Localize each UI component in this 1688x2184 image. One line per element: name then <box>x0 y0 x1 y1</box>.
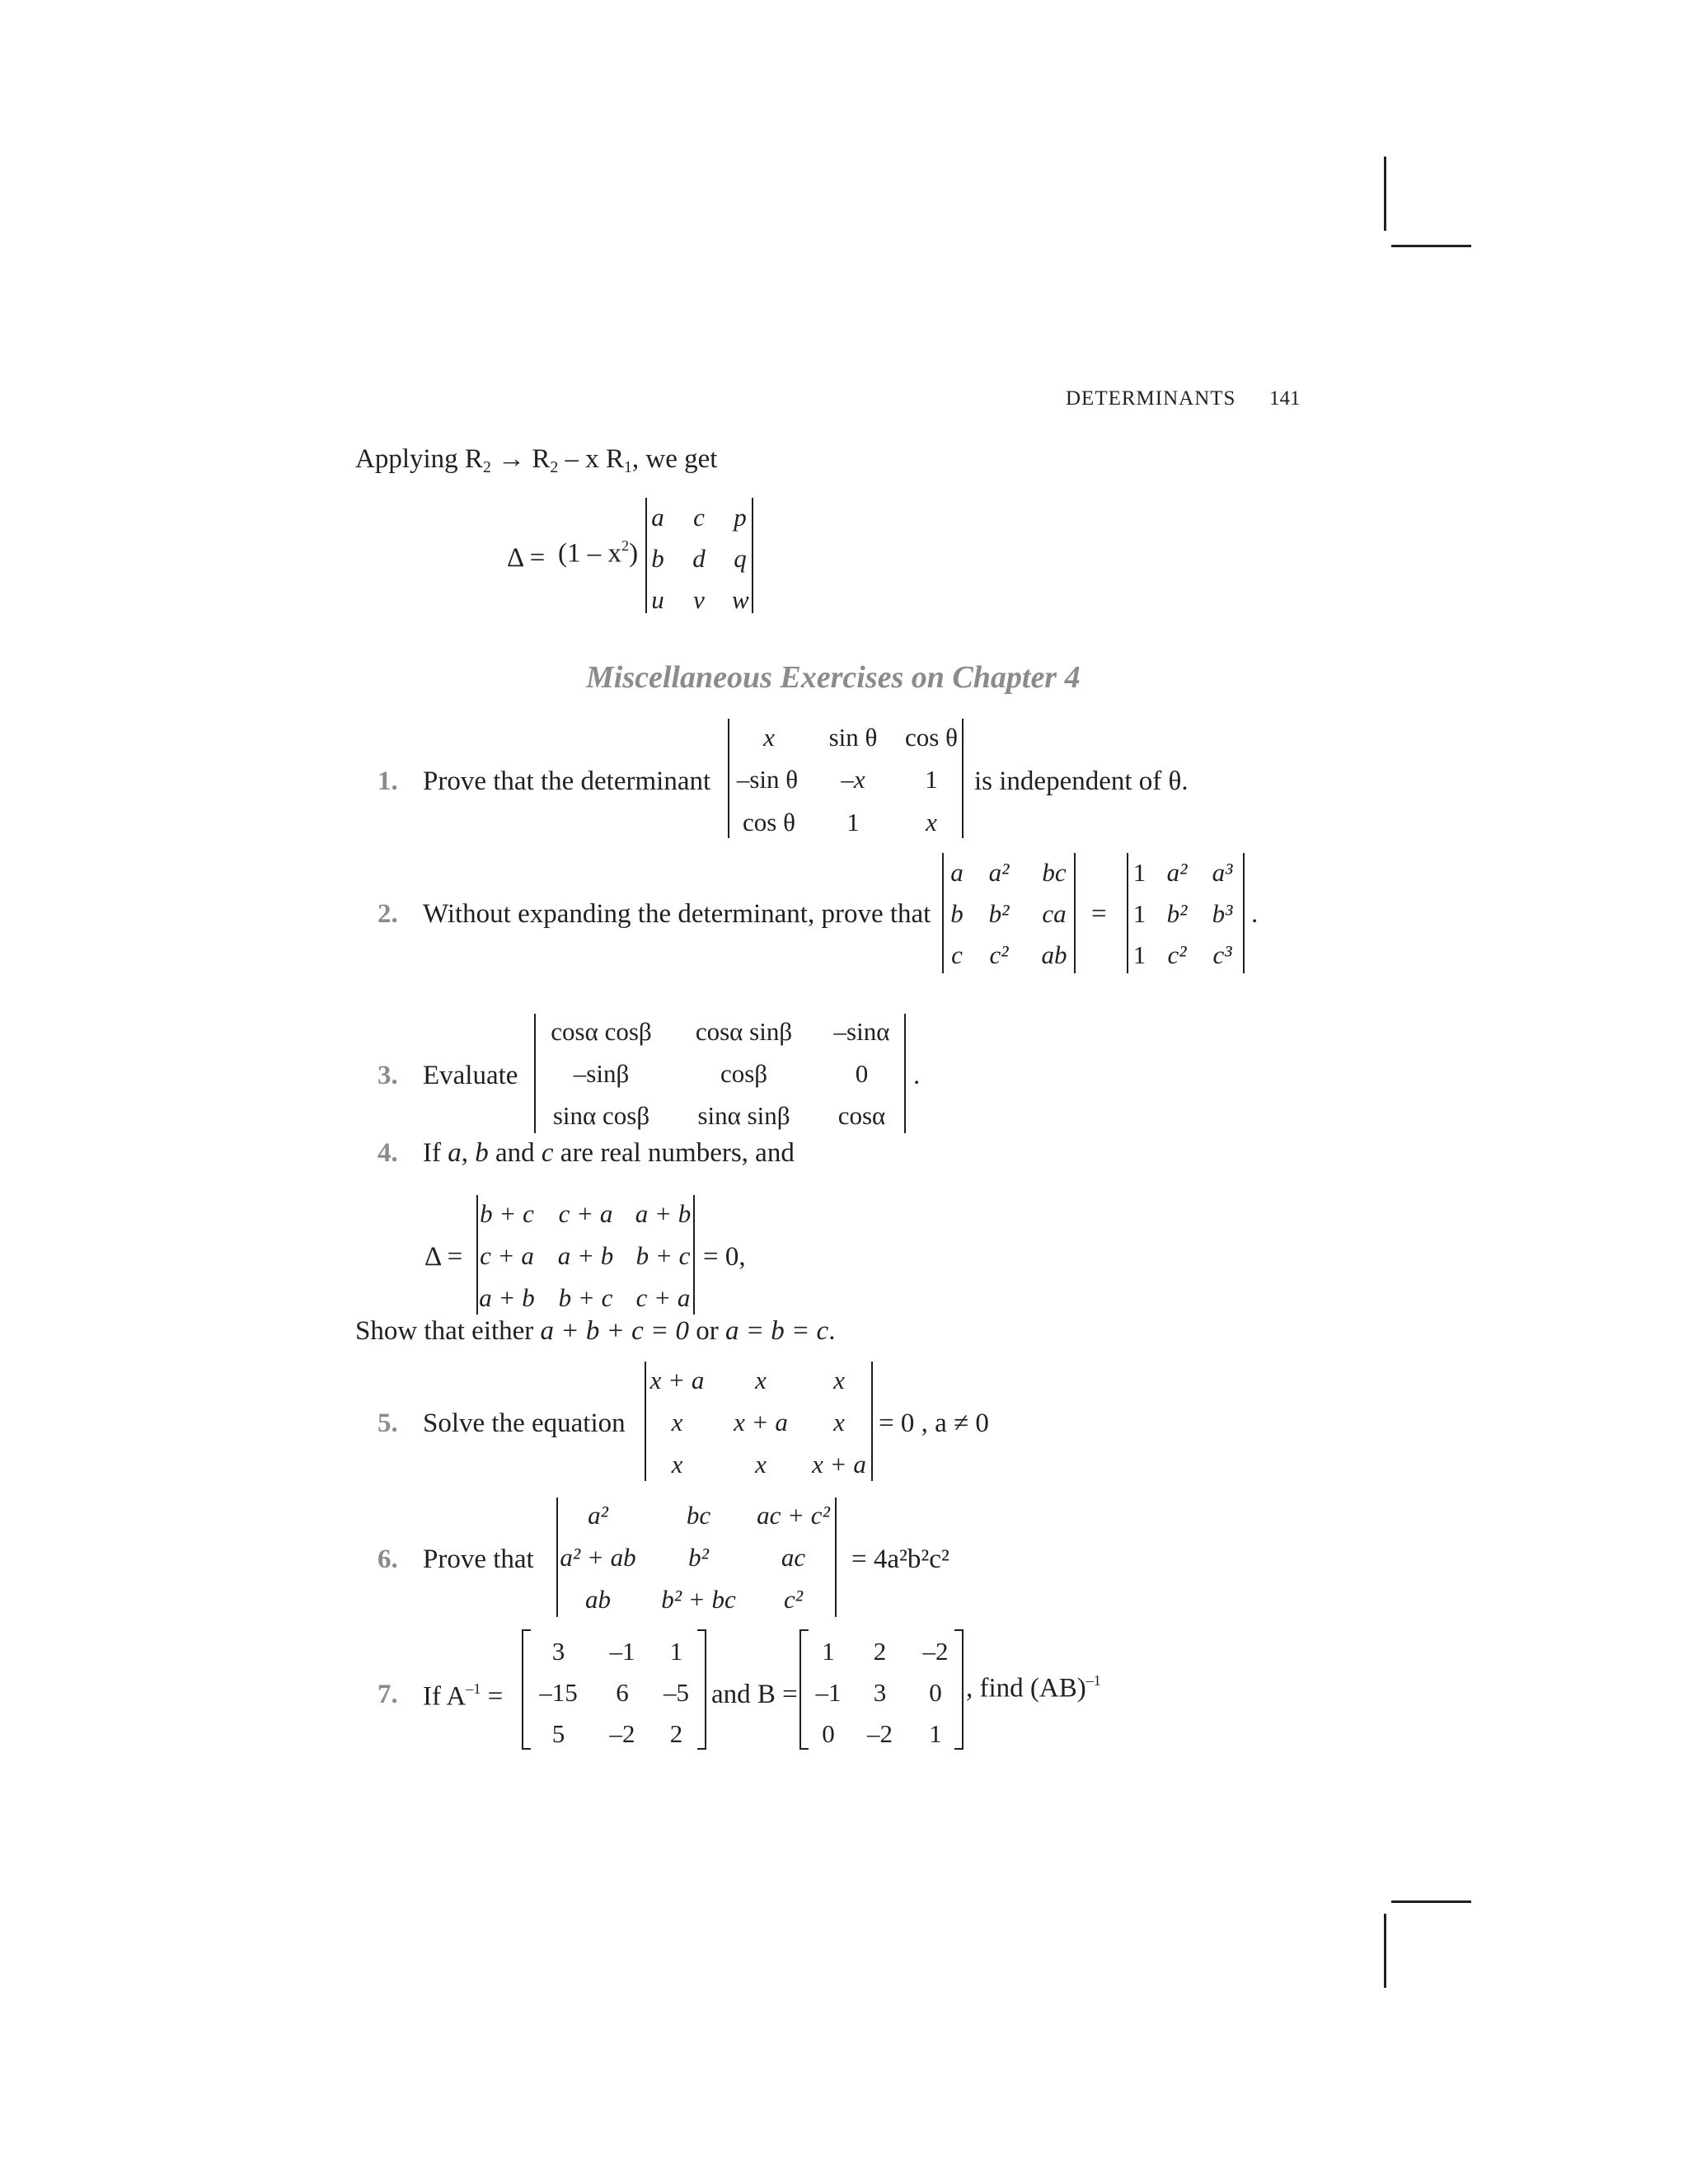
matrix-cell: x + a <box>649 1366 705 1394</box>
exercise-3-number: 3. <box>377 1061 398 1090</box>
det-bar-left <box>534 1014 536 1133</box>
matrix-cell: 1 <box>1132 940 1146 969</box>
det-bar-right <box>752 498 753 613</box>
matrix-cell: cos θ <box>743 808 795 837</box>
matrix-cell: x <box>833 1366 845 1394</box>
matrix-cell: c + a <box>558 1199 613 1228</box>
matrix-cell: ab <box>1041 940 1067 969</box>
intro-line: Applying $R_2 \to R_2 - x$ $R_1$, we get <box>355 444 718 476</box>
matrix-cell: sinα cosβ <box>552 1101 650 1130</box>
matrix-cell: 1 <box>669 1637 683 1666</box>
matrix-cell: 3 <box>551 1637 565 1666</box>
exercise-4-show-line: Show that either a + b + c = 0 or a = b = c. <box>355 1316 836 1346</box>
matrix-cell: cosα <box>837 1101 886 1130</box>
matrix-cell: 0 <box>822 1719 835 1748</box>
exercise-4-equals-zero: = 0, <box>703 1242 746 1272</box>
exercise-5-equation-rhs: = 0 , a ≠ 0 <box>879 1408 989 1438</box>
exercise-3-period: . <box>913 1061 921 1090</box>
matrix-cell: 1 <box>1132 899 1146 928</box>
exercise-4-text: If a, b and c are real numbers, and <box>423 1138 795 1168</box>
det-bar-left <box>556 1497 558 1617</box>
matrix-cell: x <box>926 808 937 837</box>
matrix-cell: c³ <box>1212 940 1232 969</box>
matrix-cell: a² <box>588 1501 608 1530</box>
matrix-cell: sin θ <box>828 723 878 752</box>
matrix-cell: b <box>950 899 964 928</box>
matrix-cell: –x <box>841 765 865 794</box>
matrix-cell: –2 <box>609 1719 635 1748</box>
exercise-6-rhs: = 4a²b²c² <box>851 1544 950 1574</box>
matrix-cell: q <box>734 544 747 573</box>
matrix-cell: 1 <box>1132 858 1146 887</box>
matrix-cell: bc <box>1042 858 1067 887</box>
exercise-6-number: 6. <box>377 1544 398 1574</box>
matrix-cell: –1 <box>609 1637 635 1666</box>
matrix-cell: a² + ab <box>560 1543 636 1572</box>
matrix-cell: x <box>671 1450 683 1479</box>
crop-mark-bottom-vertical <box>1384 1914 1386 1988</box>
matrix-cell: –2 <box>867 1719 893 1748</box>
matrix-cell: –15 <box>539 1678 578 1707</box>
matrix-cell: c² <box>989 940 1009 969</box>
matrix-cell: b² <box>988 899 1010 928</box>
matrix-cell: x <box>755 1450 767 1479</box>
matrix-cell: cosβ <box>720 1059 768 1088</box>
matrix-cell: c <box>693 503 705 532</box>
exercise-1-suffix: is independent of θ. <box>974 766 1189 796</box>
matrix-cell: 6 <box>616 1678 629 1707</box>
matrix-cell: a <box>950 858 964 887</box>
matrix-cell: c + a <box>480 1241 534 1270</box>
exercise-6-text: Prove that <box>423 1544 534 1574</box>
matrix-cell: 0 <box>929 1678 942 1707</box>
matrix-cell: b + c <box>635 1241 691 1270</box>
crop-mark-top-horizontal <box>1391 245 1471 247</box>
matrix-cell: a² <box>988 858 1010 887</box>
matrix-cell: x <box>755 1366 767 1394</box>
matrix-cell: x <box>671 1408 683 1436</box>
matrix-cell: b + c <box>480 1199 534 1228</box>
matrix-cell: c + a <box>635 1283 691 1312</box>
det-bar-left <box>942 853 944 973</box>
exercise-4-delta-label: Δ = <box>424 1242 463 1272</box>
matrix-cell: cosα cosβ <box>551 1017 652 1046</box>
matrix-cell: b² + bc <box>661 1585 736 1614</box>
matrix-cell: a + b <box>479 1283 535 1312</box>
crop-mark-top-vertical <box>1384 157 1386 231</box>
matrix-cell: –5 <box>663 1678 689 1707</box>
det-bar-right <box>1243 853 1245 973</box>
matrix-cell: b² <box>688 1543 709 1572</box>
matrix-cell: c <box>951 940 963 969</box>
matrix-cell: –sin θ <box>736 765 799 794</box>
matrix-cell: x + a <box>734 1408 788 1436</box>
matrix-cell: 2 <box>873 1637 887 1666</box>
matrix-cell: –sinβ <box>573 1059 630 1088</box>
matrix-cell: b <box>651 544 664 573</box>
section-title: Miscellaneous Exercises on Chapter 4 <box>586 660 1081 695</box>
matrix-cell: d <box>692 544 706 573</box>
exercise-7-and-b: and B = <box>711 1680 798 1709</box>
det-bar-left <box>645 498 647 613</box>
matrix-cell: a <box>651 503 664 532</box>
matrix-cell: v <box>693 585 705 614</box>
intro-delta-label: Δ = <box>507 543 546 573</box>
matrix-cell: b² <box>1166 899 1188 928</box>
matrix-cell: ac + c² <box>757 1501 830 1530</box>
matrix-cell: cos θ <box>905 723 958 752</box>
exercise-2-text: Without expanding the determinant, prove that <box>423 899 931 929</box>
exercise-2-equals: = <box>1091 899 1107 929</box>
matrix-cell: 1 <box>822 1637 835 1666</box>
matrix-cell: –sinα <box>833 1017 890 1046</box>
exercise-7-find: , find (AB)$^{-1}$ <box>966 1672 1101 1704</box>
matrix-cell: 1 <box>925 765 938 794</box>
matrix-cell: x + a <box>812 1450 866 1479</box>
matrix-cell: x <box>763 723 775 752</box>
matrix-cell: a + b <box>557 1241 614 1270</box>
matrix-cell: a² <box>1166 858 1188 887</box>
exercise-3-text: Evaluate <box>423 1061 518 1090</box>
page-number: 141 <box>1269 387 1301 410</box>
matrix-cell: 1 <box>929 1719 942 1748</box>
matrix-cell: b + c <box>558 1283 613 1312</box>
intro-factor: $(1 - x^2)$ <box>558 537 639 569</box>
matrix-cell: –2 <box>922 1637 949 1666</box>
matrix-cell: bc <box>686 1501 711 1530</box>
exercise-7-number: 7. <box>377 1680 398 1709</box>
exercise-7-text: If $A^{-1}$ = <box>423 1680 504 1712</box>
matrix-cell: a + b <box>635 1199 692 1228</box>
matrix-cell: ab <box>585 1585 611 1614</box>
exercise-2-number: 2. <box>377 899 398 929</box>
matrix-cell: c² <box>783 1585 804 1614</box>
matrix-cell: 1 <box>846 808 860 837</box>
running-header-title: DETERMINANTS <box>1066 387 1236 410</box>
matrix-cell: 3 <box>873 1678 887 1707</box>
exercise-5-number: 5. <box>377 1408 398 1438</box>
exercise-2-period: . <box>1251 899 1259 929</box>
exercise-5-text: Solve the equation <box>423 1408 626 1438</box>
exercise-1-text: Prove that the determinant <box>423 766 711 796</box>
matrix-cell: a³ <box>1212 858 1233 887</box>
matrix-cell: w <box>732 585 749 614</box>
exercise-4-number: 4. <box>377 1138 398 1168</box>
matrix-cell: c² <box>1167 940 1187 969</box>
matrix-cell: 2 <box>669 1719 683 1748</box>
matrix-cell: –1 <box>815 1678 842 1707</box>
matrix-cell: ac <box>781 1543 806 1572</box>
matrix-cell: p <box>734 503 747 532</box>
matrix-cell: u <box>651 585 664 614</box>
det-bar-left <box>728 719 729 838</box>
matrix-cell: 0 <box>855 1059 869 1088</box>
crop-mark-bottom-horizontal <box>1391 1900 1471 1903</box>
matrix-cell: b³ <box>1212 899 1233 928</box>
matrix-cell: sinα sinβ <box>697 1101 790 1130</box>
matrix-cell: x <box>833 1408 845 1436</box>
exercise-1-number: 1. <box>377 766 398 796</box>
matrix-cell: cosα sinβ <box>695 1017 793 1046</box>
matrix-cell: 5 <box>551 1719 565 1748</box>
matrix-cell: ca <box>1042 899 1067 928</box>
det-bar-left <box>1127 853 1128 973</box>
